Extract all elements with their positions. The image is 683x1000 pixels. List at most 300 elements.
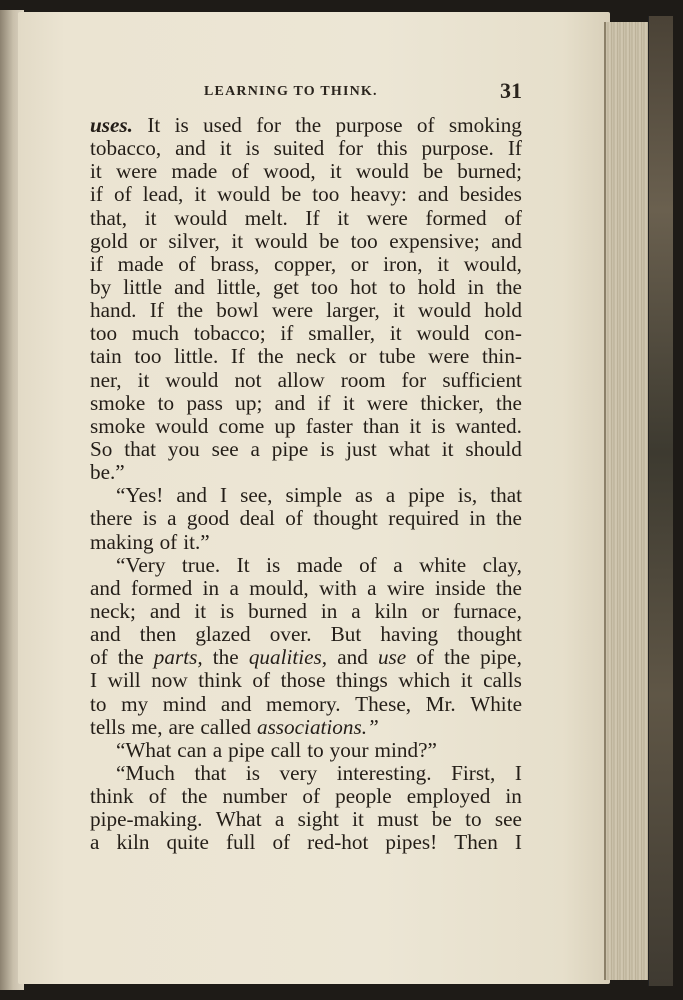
word: with: [319, 575, 357, 600]
text-line: [90, 276, 522, 299]
word: see: [211, 436, 239, 461]
word: use: [377, 645, 407, 670]
word: red-hot: [307, 830, 369, 855]
text-line: [90, 183, 522, 206]
word: up;: [235, 390, 263, 415]
word: furnace,: [453, 598, 522, 623]
word: and: [175, 136, 206, 161]
word: those: [280, 668, 326, 693]
word: if: [90, 251, 103, 276]
word: sight: [297, 807, 339, 832]
word: pipe: [271, 436, 309, 461]
word: that: [194, 760, 227, 785]
word: pass: [186, 390, 223, 415]
word: interesting.: [336, 760, 432, 785]
word: melt.: [244, 205, 288, 230]
word: were: [428, 344, 470, 369]
word: and: [417, 182, 449, 207]
word: So: [90, 436, 113, 461]
word: in: [320, 598, 338, 623]
word: or: [350, 251, 369, 276]
text-line: [90, 253, 522, 276]
text-line: [90, 693, 522, 716]
word: it: [137, 367, 150, 392]
word: These,: [355, 691, 412, 716]
word: were: [366, 205, 408, 230]
word: be: [281, 182, 302, 207]
word: bowl: [216, 298, 259, 323]
word: it: [409, 413, 422, 438]
word: a: [385, 483, 396, 508]
word: to: [90, 691, 107, 716]
word: burned: [248, 598, 307, 623]
word: thicker,: [420, 390, 484, 415]
word: a: [212, 737, 223, 762]
word: too: [134, 344, 162, 369]
word: for: [401, 367, 427, 392]
word: of: [178, 251, 196, 276]
word: besides: [459, 182, 522, 207]
page-fore-edge: [604, 22, 652, 980]
word: purpose.: [421, 136, 494, 161]
word: pipe-making.: [90, 807, 203, 832]
word: a: [229, 575, 239, 600]
word: the: [495, 390, 522, 415]
text-line: [90, 415, 522, 438]
word: “Much: [116, 760, 175, 785]
text-line: [90, 739, 522, 762]
word: required: [388, 506, 459, 531]
word: of: [416, 113, 435, 137]
text-line: [90, 484, 522, 507]
word: that: [490, 483, 522, 508]
text-line: [90, 554, 522, 577]
word: and: [90, 622, 121, 647]
word: to: [465, 807, 482, 832]
word: very: [279, 760, 318, 785]
word: would: [355, 159, 409, 184]
word: were: [115, 159, 158, 184]
word: the: [181, 784, 208, 809]
word: If: [507, 136, 522, 161]
word: wanted.: [455, 413, 522, 438]
word: pipe: [228, 737, 265, 762]
word: is: [245, 760, 260, 785]
word: number: [222, 784, 288, 809]
word: tube: [379, 344, 416, 369]
word: con-: [484, 321, 522, 346]
word: were: [366, 390, 409, 415]
word: room: [340, 367, 386, 392]
word: it: [337, 205, 349, 230]
word: and: [176, 483, 207, 508]
word: I: [514, 760, 522, 785]
marbled-cover-edge: [648, 16, 673, 986]
word: “Yes!: [116, 483, 164, 508]
text-line: [90, 438, 522, 461]
word: a: [250, 436, 260, 461]
word: expensive;: [389, 228, 480, 253]
word: parts,: [153, 645, 203, 670]
word: to: [157, 390, 175, 415]
word: used: [203, 113, 242, 137]
word: is: [266, 552, 281, 577]
body-text: [90, 114, 522, 855]
word: formed: [425, 205, 487, 230]
word: larger,: [326, 298, 380, 323]
word: the: [496, 506, 522, 531]
word: hold: [417, 274, 456, 299]
word: and: [491, 228, 522, 253]
word: your: [329, 737, 369, 762]
word: think: [198, 668, 242, 693]
word: thought: [313, 506, 378, 531]
text-line: [90, 623, 522, 646]
word: much: [131, 321, 179, 346]
word: qualities,: [248, 645, 328, 670]
word: and: [90, 575, 121, 600]
word: a: [90, 830, 100, 855]
word: It: [147, 113, 161, 137]
word: it: [389, 321, 402, 346]
word: little,: [216, 274, 261, 299]
word: can: [177, 737, 207, 762]
word: tells: [90, 714, 126, 739]
word: it: [342, 390, 355, 415]
word: If: [230, 344, 245, 369]
word: clay,: [482, 552, 522, 577]
word: get: [273, 274, 299, 299]
word: If: [149, 298, 164, 323]
word: making: [90, 529, 154, 554]
word: and: [220, 691, 252, 716]
word: it: [219, 136, 232, 161]
word: having: [380, 622, 439, 647]
word: But: [330, 622, 362, 647]
word: mind: [162, 691, 207, 716]
word: tobacco,: [90, 136, 162, 161]
word: in: [469, 506, 486, 531]
word: purpose: [335, 113, 403, 137]
word: a: [367, 575, 377, 600]
word: tobacco;: [193, 321, 266, 346]
word: it: [194, 598, 207, 623]
word: a: [274, 807, 285, 832]
text-line: [90, 114, 522, 137]
word: would: [416, 321, 470, 346]
word: it: [90, 159, 102, 184]
word: too: [350, 228, 378, 253]
word: would: [165, 367, 219, 392]
word: and: [274, 390, 306, 415]
word: of: [90, 645, 108, 670]
word: were: [271, 298, 314, 323]
word: What: [215, 807, 262, 832]
word: allow: [277, 367, 325, 392]
word: the: [496, 274, 522, 299]
word: and: [149, 598, 181, 623]
word: I: [219, 483, 228, 508]
word: of: [416, 645, 434, 670]
word: too: [312, 182, 340, 207]
word: neck: [296, 344, 337, 369]
word: calls: [483, 668, 522, 693]
word: quite: [166, 830, 209, 855]
word: of: [302, 784, 320, 809]
word: of: [359, 552, 377, 577]
word: to: [389, 274, 406, 299]
text-line: [90, 299, 522, 322]
word: kiln: [116, 830, 150, 855]
word: pipes!: [385, 830, 438, 855]
word: it: [441, 436, 454, 461]
page-header: [90, 78, 526, 108]
word: call: [270, 737, 302, 762]
word: is: [320, 436, 335, 461]
word: of: [285, 506, 303, 531]
word: a: [393, 552, 403, 577]
word: for: [256, 113, 281, 137]
word: First,: [451, 760, 496, 785]
word: it: [393, 298, 405, 323]
word: it: [460, 668, 473, 693]
word: full: [225, 830, 256, 855]
word: come: [218, 413, 265, 438]
word: is: [245, 136, 260, 161]
word: called: [200, 714, 251, 739]
word: it: [437, 251, 450, 276]
word: it: [329, 159, 342, 184]
word: see,: [240, 483, 273, 508]
word: tain: [90, 344, 122, 369]
word: people: [335, 784, 392, 809]
word: it: [231, 228, 244, 253]
word: smoking: [448, 113, 522, 137]
word: be: [319, 228, 340, 253]
word: brass,: [210, 251, 260, 276]
text-line: [90, 600, 522, 623]
word: then: [139, 622, 177, 647]
word: pipe,: [480, 645, 522, 670]
word: of: [504, 205, 522, 230]
word: the: [117, 645, 144, 670]
word: just: [346, 436, 377, 461]
word: smoke: [90, 413, 146, 438]
word: wood,: [263, 159, 316, 184]
word: than: [362, 413, 400, 438]
word: deal: [239, 506, 275, 531]
word: It: [236, 552, 250, 577]
word: associations.”: [256, 714, 379, 739]
word: is: [142, 506, 157, 531]
word: If: [305, 205, 320, 230]
text-line: [90, 531, 522, 554]
page-number: 31: [500, 78, 522, 103]
word: would: [155, 413, 209, 438]
word: if: [90, 182, 103, 207]
word: White: [470, 691, 522, 716]
word: or: [139, 228, 157, 253]
word: you: [167, 436, 200, 461]
word: the: [257, 344, 284, 369]
word: if: [317, 390, 331, 415]
word: thought: [457, 622, 522, 647]
text-line: [90, 762, 522, 785]
word: or: [348, 344, 367, 369]
word: is: [174, 113, 189, 137]
word: white: [419, 552, 467, 577]
word: in: [505, 784, 522, 809]
word: are: [168, 714, 195, 739]
word: that: [124, 436, 157, 461]
word: the: [295, 113, 322, 137]
word: silver,: [168, 228, 220, 253]
text-line: [90, 669, 522, 692]
word: Mr.: [425, 691, 456, 716]
word: formed: [130, 575, 193, 600]
text-line: [90, 785, 522, 808]
word: would,: [463, 251, 522, 276]
word: it: [194, 182, 207, 207]
word: made: [171, 159, 218, 184]
running-head: LEARNING TO THINK.: [204, 84, 378, 99]
word: if: [280, 321, 294, 346]
text-line: [90, 322, 522, 345]
word: I: [90, 668, 98, 693]
word: to: [307, 737, 324, 762]
word: a: [351, 598, 361, 623]
word: is,: [457, 483, 478, 508]
word: made: [117, 251, 164, 276]
text-line: [90, 461, 522, 484]
word: employed: [406, 784, 491, 809]
word: “Very: [116, 552, 166, 577]
word: the: [496, 575, 522, 600]
word: be: [423, 159, 444, 184]
word: by: [90, 274, 112, 299]
text-line: [90, 808, 522, 831]
word: is: [431, 413, 446, 438]
word: this: [376, 136, 408, 161]
word: or: [421, 598, 440, 623]
text-line: [90, 369, 522, 392]
word: mould,: [249, 575, 309, 600]
word: mind?”: [374, 737, 437, 762]
word: pipe: [408, 483, 445, 508]
word: uses.: [90, 113, 133, 137]
word: too: [90, 321, 118, 346]
word: it: [144, 205, 157, 230]
word: hot: [350, 274, 378, 299]
word: memory.: [266, 691, 341, 716]
word: heavy:: [350, 182, 407, 207]
word: iron,: [383, 251, 423, 276]
word: up: [274, 413, 296, 438]
word: burned;: [457, 159, 522, 184]
word: “What: [116, 737, 172, 762]
word: sufficient: [442, 367, 522, 392]
word: that,: [90, 205, 128, 230]
word: lead,: [142, 182, 184, 207]
word: hand.: [90, 298, 137, 323]
word: would: [174, 205, 228, 230]
text-line: [90, 507, 522, 530]
word: see: [494, 807, 522, 832]
word: of: [148, 784, 167, 809]
word: and: [337, 645, 368, 670]
word: inside: [434, 575, 486, 600]
word: wire: [386, 575, 425, 600]
word: suited: [273, 136, 325, 161]
text-line: [90, 646, 522, 669]
word: of: [159, 529, 178, 554]
word: Then: [454, 830, 498, 855]
word: as: [355, 483, 373, 508]
word: it: [352, 807, 364, 832]
word: over.: [269, 622, 312, 647]
word: I: [514, 830, 522, 855]
word: would: [418, 298, 472, 323]
text-line: [90, 230, 522, 253]
word: of: [272, 830, 291, 855]
text-line: [90, 831, 522, 854]
word: would: [254, 228, 308, 253]
word: of: [114, 182, 132, 207]
word: thin-: [481, 344, 522, 369]
word: must: [377, 807, 419, 832]
word: now: [151, 668, 188, 693]
word: little: [123, 274, 163, 299]
text-line: [90, 160, 522, 183]
word: copper,: [274, 251, 337, 276]
text-line: [90, 207, 522, 230]
word: neck;: [90, 598, 136, 623]
word: made: [296, 552, 343, 577]
word: smaller,: [308, 321, 376, 346]
word: not: [234, 367, 262, 392]
word: smoke: [90, 390, 146, 415]
word: for: [338, 136, 363, 161]
text-line: [90, 345, 522, 368]
word: of: [252, 668, 271, 693]
word: be: [431, 807, 452, 832]
word: is: [220, 598, 235, 623]
word: little.: [174, 344, 219, 369]
word: think: [90, 784, 134, 809]
word: it.”: [183, 529, 210, 554]
word: ner,: [90, 367, 122, 392]
word: true.: [181, 552, 221, 577]
word: of: [231, 159, 250, 184]
text-line: [90, 577, 522, 600]
word: too: [310, 274, 339, 299]
word: me,: [131, 714, 163, 739]
word: in: [202, 575, 220, 600]
word: in: [467, 274, 485, 299]
word: my: [121, 691, 149, 716]
word: simple: [285, 483, 342, 508]
word: which: [398, 668, 451, 693]
word: glazed: [195, 622, 251, 647]
word: kiln: [374, 598, 408, 623]
word: what: [388, 436, 430, 461]
text-line: [90, 137, 522, 160]
word: a: [167, 506, 177, 531]
word: and: [174, 274, 205, 299]
text-line: [90, 392, 522, 415]
word: should: [465, 436, 522, 461]
word: the: [177, 298, 203, 323]
